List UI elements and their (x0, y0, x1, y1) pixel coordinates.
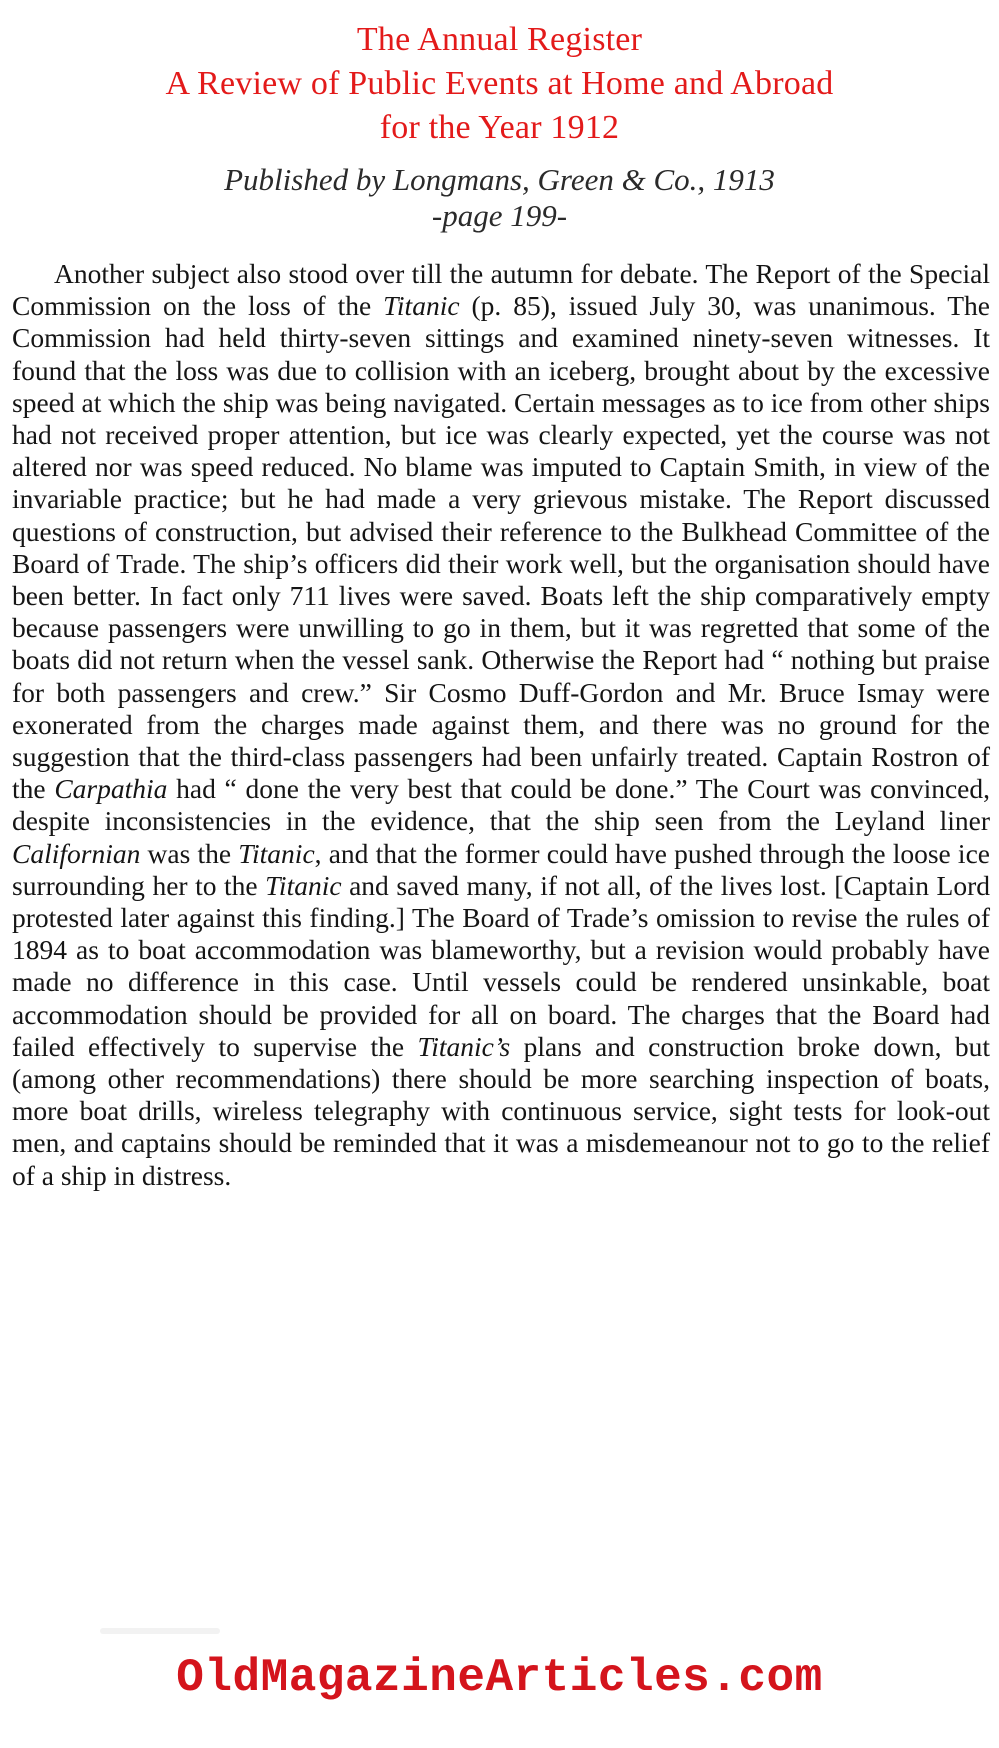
ship-name-titanic: Titanic (265, 869, 342, 901)
article-text-segment: (p. 85), issued July 30, was unanimous. The Commission had held thirty-seven sittings and examined ninety-seven witnesses. It found that the loss was due to collision with an iceberg, brought about by the excessive speed at which the ship was being navigated. Certain messages as to ice from other ships had not received proper attention, but ice was clearly expected, yet the course was not altered nor was speed reduced. No blame was imputed to Captain Smith, in view of the invariable practice; but he had made a very grievous mistake. The Report discussed questions of construction, but advised their reference to the Bulkhead Committee of the Board of Trade. The ship’s officers did their work well, but the organisation should have been better. In fact only 711 lives were saved. Boats left the ship comparatively empty because passengers were unwilling to go in them, but it was regretted that some of the boats did not return when the vessel sank. Otherwise the Report had “ nothing but praise for both passengers and crew.” Sir Cosmo Duff-Gordon and Mr. Bruce Ismay were exonerated from the charges made against them, and there was no ground for the suggestion that the third-class passengers had been unfairly treated. Captain Rostron of the (12, 290, 990, 805)
document-year-line: for the Year 1912 (379, 109, 620, 146)
document-subtitle: A Review of Public Events at Home and Abroad (165, 65, 834, 102)
article-body (12, 258, 990, 1192)
ship-name-titanics: Titanic’s (417, 1030, 511, 1062)
ship-name-carpathia: Carpathia (54, 773, 168, 805)
article-text-segment: , and that the former could have pushed through the loose ice surrounding her to the (12, 837, 990, 901)
article-text-segment: had “ done the very best that could be done.” The Court was convinced, despite inconsistencies in the evidence, that the ship seen from the Leyland liner (12, 773, 990, 837)
document-title: The Annual Register (356, 21, 643, 58)
page-reference: -page 199- (431, 198, 568, 233)
ship-name-titanic: Titanic (383, 290, 460, 322)
ship-name-californian: Californian (12, 837, 141, 869)
site-watermark: OldMagazineArticles.com (176, 1652, 823, 1704)
document-header (0, 18, 999, 234)
article-text-segment: and saved many, if not all, of the lives lost. [Captain Lord protested later against this finding.] The Board of Trade’s omission to revise the rules of 1894 as to boat accommodation was blameworthy, but a revision would probably have made no difference in this case. Until vessels could be rendered unsinkable, boat accommodation should be provided for all on board. The charges that the Board had failed effectively to supervise the (12, 869, 990, 1062)
scan-smudge (100, 1628, 220, 1634)
ship-name-titanic: Titanic (238, 837, 315, 869)
article-text-segment: plans and construction broke down, but (among other recommendations) there should be more searching inspection of boats, more boat drills, wireless telegraphy with continuous service, sight tests for look-out men, and captains should be reminded that it was a misdemeanour not to go to the relief of a ship in distress. (12, 1030, 990, 1191)
publisher-line: Published by Longmans, Green & Co., 1913 (224, 162, 775, 197)
article-text-segment: was the (140, 837, 239, 869)
article-text-segment: Another subject also stood over till the autumn for debate. The Report of the Special Commission on the loss of the (12, 258, 990, 322)
